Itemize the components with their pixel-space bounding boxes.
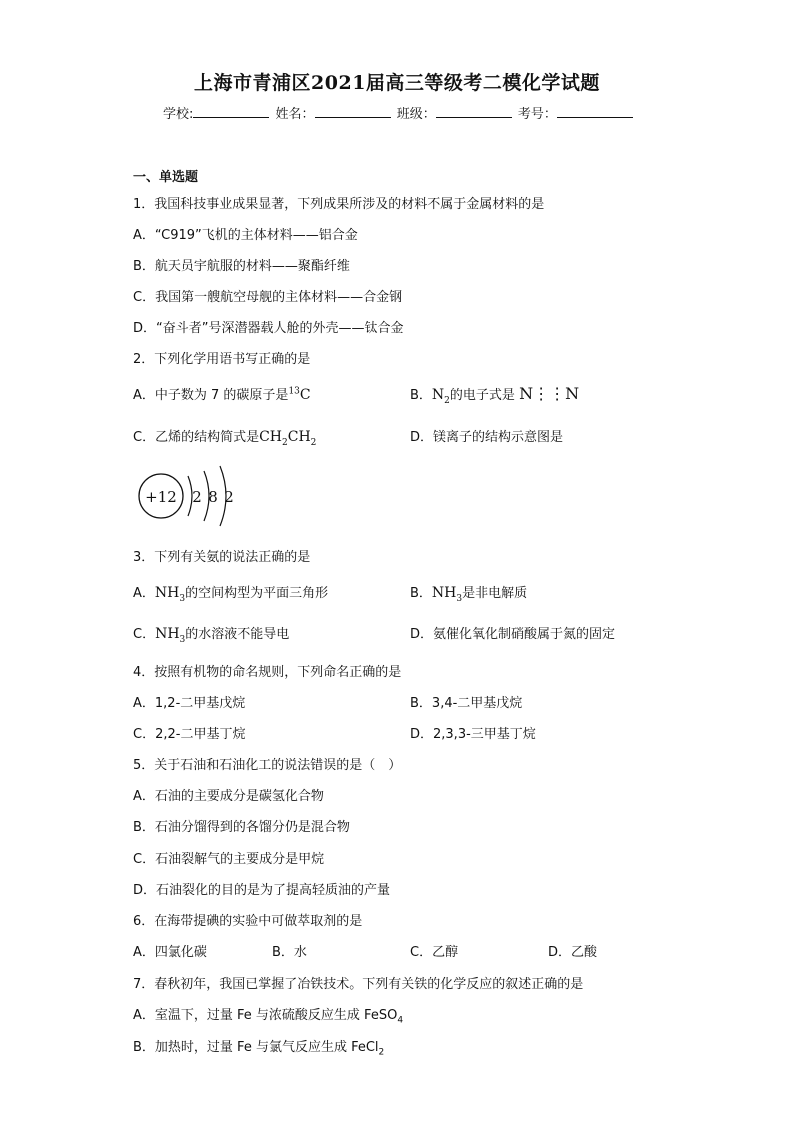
q6-option-a: A．四氯化碳	[133, 945, 207, 960]
nh3-formula: $NH_3$	[154, 585, 186, 604]
q4-option-d: D．2,3,3-三甲基丁烷	[410, 727, 536, 742]
nh3-formula: $NH_3$	[155, 626, 186, 645]
exam-no-label: 考号：	[517, 107, 557, 122]
q6-option-b: B．水	[272, 945, 307, 960]
q6-option-c: C．乙醇	[410, 945, 459, 960]
class-label: 班级：	[396, 107, 436, 122]
q6-stem: 6．在海带提碘的实验中可做萃取剂的是	[133, 914, 363, 929]
shell-3-electrons: 2	[224, 488, 234, 506]
q7-option-b: B．加热时，过量 Fe 与氯气反应生成 FeCl$_2$	[133, 1040, 385, 1058]
q3-option-b: B．$NH_3$是非电解质	[410, 585, 528, 604]
n2-formula: $N_2$	[431, 387, 450, 406]
q2-option-a	[133, 384, 311, 403]
student-info-row	[163, 103, 635, 122]
exam-title: 上海市青浦区2021届高三等级考二模化学试题	[194, 72, 600, 94]
q5-option-c: C．石油裂解气的主要成分是甲烷	[133, 852, 325, 867]
carbon-13-symbol: $^{13}$C	[288, 386, 311, 403]
q5-option-a: A．石油的主要成分是碳氢化合物	[133, 789, 324, 804]
q2-a-text: A．中子数为 7 的碳原子是	[133, 388, 289, 403]
q6-option-d: D．乙酸	[548, 945, 598, 960]
q1-option-b: B．航天员宇航服的材料——聚酯纤维	[133, 259, 350, 274]
q7-option-a: A．室温下，过量 Fe 与浓硫酸反应生成 FeSO$_4$	[133, 1008, 404, 1026]
shell-2-electrons: 8	[208, 488, 218, 506]
q5-stem: 5．关于石油和石油化工的说法错误的是（ ）	[133, 758, 402, 773]
nh3-formula: $NH_3$	[431, 585, 463, 604]
q3-option-d: D．氨催化氧化制硝酸属于氮的固定	[410, 627, 616, 642]
q2-option-d: D．镁离子的结构示意图是	[410, 430, 564, 445]
q5-option-b: B．石油分馏得到的各馏分仍是混合物	[133, 820, 350, 835]
q3-option-a: A．$NH_3$的空间构型为平面三角形	[133, 585, 329, 604]
q2-option-c: C．乙烯的结构简式是$CH_2CH_2$	[133, 429, 317, 448]
nucleus-charge: +12	[145, 488, 177, 506]
exam-no-blank[interactable]	[557, 105, 633, 118]
class-blank[interactable]	[436, 105, 512, 118]
school-blank[interactable]	[193, 105, 269, 118]
section-heading: 一、单选题	[133, 170, 199, 185]
q4-option-a: A．1,2-二甲基戊烷	[133, 696, 246, 711]
q4-option-b: B．3,4-二甲基戊烷	[410, 696, 523, 711]
q1-stem: 1．我国科技事业成果显著，下列成果所涉及的材料不属于金属材料的是	[133, 197, 545, 212]
q5-option-d: D．石油裂化的目的是为了提高轻质油的产量	[133, 883, 391, 898]
name-blank[interactable]	[315, 105, 391, 118]
shell-1-electrons: 2	[192, 488, 202, 506]
q1-option-d: D．“奋斗者”号深潜器载人舱的外壳——钛合金	[133, 321, 404, 336]
q7-stem: 7．春秋初年，我国已掌握了冶铁技术。下列有关铁的化学反应的叙述正确的是	[133, 977, 584, 992]
q3-option-c: C．$NH_3$的水溶液不能导电	[133, 626, 290, 645]
q4-option-c: C．2,2-二甲基丁烷	[133, 727, 246, 742]
school-label: 学校:	[163, 107, 194, 122]
name-label: 姓名：	[275, 107, 315, 122]
q1-option-c: C．我国第一艘航空母舰的主体材料——合金钢	[133, 290, 403, 305]
q2-option-b: B．$N_2$的电子式是 N⋮⋮N	[410, 384, 580, 406]
n2-electron-formula: N⋮⋮N	[519, 384, 580, 403]
q2-stem: 2．下列化学用语书写正确的是	[133, 352, 311, 367]
ethylene-formula: $CH_2CH_2$	[259, 429, 317, 448]
magnesium-ion-structure-diagram	[136, 462, 246, 532]
q1-option-a: A．“C919”飞机的主体材料——铝合金	[133, 228, 358, 243]
q3-stem: 3．下列有关氨的说法正确的是	[133, 550, 311, 565]
q4-stem: 4．按照有机物的命名规则，下列命名正确的是	[133, 665, 402, 680]
